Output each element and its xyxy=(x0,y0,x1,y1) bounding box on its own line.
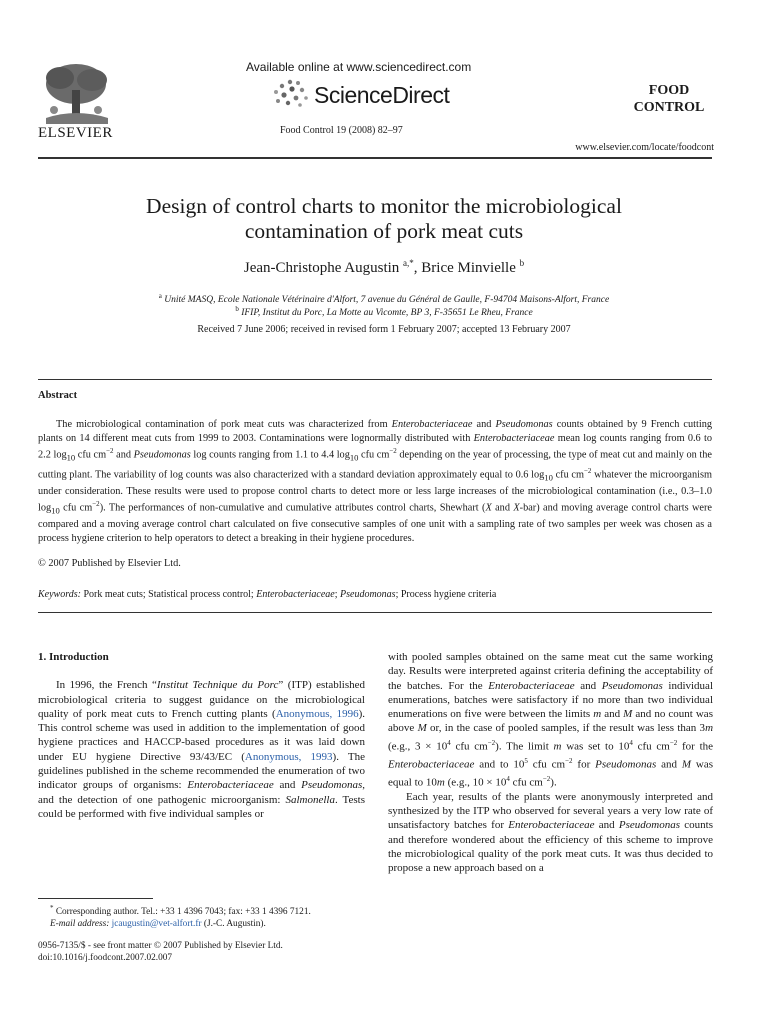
title-line-1: Design of control charts to monitor the microbiological xyxy=(146,194,622,218)
keywords: Keywords: Pork meat cuts; Statistical process control; Enterobacteriaceae; Pseudomonas; Process hygiene criteria xyxy=(38,589,497,600)
affiliation-b-mark: b xyxy=(235,305,239,313)
issn-line: 0956-7135/$ - see front matter © 2007 Published by Elsevier Ltd. xyxy=(38,941,283,951)
abstract-bottom-rule xyxy=(38,612,712,613)
article-title xyxy=(80,194,688,244)
author-1[interactable]: Jean-Christophe Augustin xyxy=(243,260,400,276)
journal-name-line1: FOOD xyxy=(648,83,690,98)
intro-paragraph-1: In 1996, the French “Institut Technique du Porc” (ITP) established microbiological criteria to suggest guidance on the microbiological quality of pork meat cuts to French cutting plants (Anonymous, 1996). This control scheme was used in addition to the implementation of good hygiene practices and HACCP-based procedures as it was laid down under EU hygiene Directive 93/43/EC (Anonymous, 1993). The guidelines published in the scheme recommended the enumeration of two indicator groups of organisms: Enterobacteriaceae and Pseudomonas, and the detection of one pathogenic microorganism: Salmonella. Tests could be performed with five individual samples or xyxy=(38,679,366,820)
sciencedirect-dots-logo xyxy=(270,78,310,108)
affiliation-a xyxy=(60,292,708,305)
affiliation-b xyxy=(60,305,708,318)
body-column-left xyxy=(38,650,365,821)
abstract-heading: Abstract xyxy=(38,390,78,401)
abstract-text: The microbiological contamination of pork meat cuts was characterized from Enterobacteriaceae and Pseudomonas counts obtained by 9 French cutting plants on 14 different meat cuts from 1999 to 2003. Contaminations were lognormally distributed with Enterobacteriaceae mean log counts ranging from 0.6 to 2.2 $\log_{10}$ cfu $cm^{-2}$ and Pseudomonas log counts ranging from 1.1 to 4.4 $\log_{10}$ cfu $cm^{-2}$ depending on the year of processing, the type of meat cut and mainly on the cutting plant. The variability of log counts was also characterized with a standard deviation approximately equal to 0.6 $\log_{10}$ cfu $cm^{-2}$ whatever the microorganism under consideration. These results were used to propose control charts to detect more or less large increases of the microbiological contamination (i.e., 0.3–1.0 $\log_{10}$ cfu $cm^{-2}$). The performances of non-cumulative and cumulative attributes control charts, Shewhart (X and X-bar) and moving average control charts were compared and a moving average control chart calculated on five consecutive samples of one unit with a sampling rate of two samples per week was chosen as a process hygiene criterion to help operators to detect a breaking in their hygiene procedures. xyxy=(38,419,713,544)
abstract-copyright: © 2007 Published by Elsevier Ltd. xyxy=(38,558,181,569)
available-online[interactable]: Available online at www.sciencedirect.com xyxy=(246,60,472,74)
sciencedirect-wordmark[interactable]: ScienceDirect xyxy=(314,82,450,108)
intro-paragraph-1-cont: with pooled samples obtained on the same meat cut the same working day. Results were interpreted against criteria defining the acceptability of the batches. For the Enterobacteriaceae and Pseudomonas individual enumerations, batches were satisfactory if no more than two individual enumerations on five were between the limits m and M and no count was above M or, in the case of pooled samples, if the result was less than 3m (e.g., $3 \times 10^4$ cfu $cm^{-2}$). The limit m was set to $10^4$ cfu $cm^{-2}$ for the Enterobacteriaceae and to $10^5$ cfu $cm^{-2}$ for Pseudomonas and M was equal to 10m (e.g., $10 \times 10^4$ cfu $cm^{-2}$). xyxy=(388,651,714,789)
section-heading-introduction: 1. Introduction xyxy=(38,651,109,663)
affiliation-b-text: IFIP, Institut du Porc, La Motte au Vicomte, BP 3, F-35651 Le Rheu, France xyxy=(241,308,533,319)
author-2[interactable]: Brice Minvielle xyxy=(421,260,516,276)
author-list: Jean-Christophe Augustin $^{a,*}$, Brice Minvielle $^b$ xyxy=(243,258,525,276)
author-2-affil[interactable]: b xyxy=(519,258,525,268)
keywords-label: Keywords: xyxy=(38,589,81,600)
author-email-link[interactable]: jcaugustin@vet-alfort.fr xyxy=(111,919,202,930)
reference-link-anonymous-1996[interactable]: Anonymous, 1996 xyxy=(275,707,359,720)
reference-link-anonymous-1993[interactable]: Anonymous, 1993 xyxy=(244,750,333,763)
publisher-name: ELSEVIER xyxy=(38,125,113,141)
affiliation-a-mark: a xyxy=(158,292,162,300)
intro-paragraph-2: Each year, results of the plants were anonymously interpreted and synthesized by the ITP who observed for several years a very low rate of unsatisfactory batches for Enterobacteriaceae and Pseudomonas counts and therefore wondered about the efficiency of this scheme to improve the microbiological quality of the pork meat cuts. It was thus decided to propose a new approach based on a xyxy=(388,790,713,875)
affiliation-a-text: Unité MASQ, Ecole Nationale Vétérinaire d'Alfort, 7 avenue du Général de Gaulle, F-94704 Maisons-Alfort, France xyxy=(164,295,610,306)
corresponding-author-footnote: * Corresponding author. Tel.: +33 1 4396 7043; fax: +33 1 4396 7121. E-mail address: jcaugustin@vet-alfort.fr (J.-C. Augustin). xyxy=(50,904,311,930)
journal-name-line2: CONTROL xyxy=(633,100,705,115)
doi-line[interactable]: doi:10.1016/j.foodcont.2007.02.007 xyxy=(38,953,173,963)
elsevier-tree-logo xyxy=(38,60,114,124)
front-matter xyxy=(38,940,283,964)
abstract-top-rule xyxy=(38,379,712,380)
header-rule xyxy=(38,157,712,159)
author-1-affil[interactable]: a,* xyxy=(403,258,414,268)
received-dates: Received 7 June 2006; received in revised form 1 February 2007; accepted 13 February 2007 xyxy=(197,324,571,335)
footnote-rule xyxy=(38,898,153,899)
body-column-right xyxy=(388,650,713,875)
journal-name xyxy=(609,82,729,116)
journal-citation: Food Control 19 (2008) 82–97 xyxy=(280,125,403,136)
journal-url-link[interactable]: www.elsevier.com/locate/foodcont xyxy=(575,142,714,153)
title-line-2: contamination of pork meat cuts xyxy=(244,219,524,243)
